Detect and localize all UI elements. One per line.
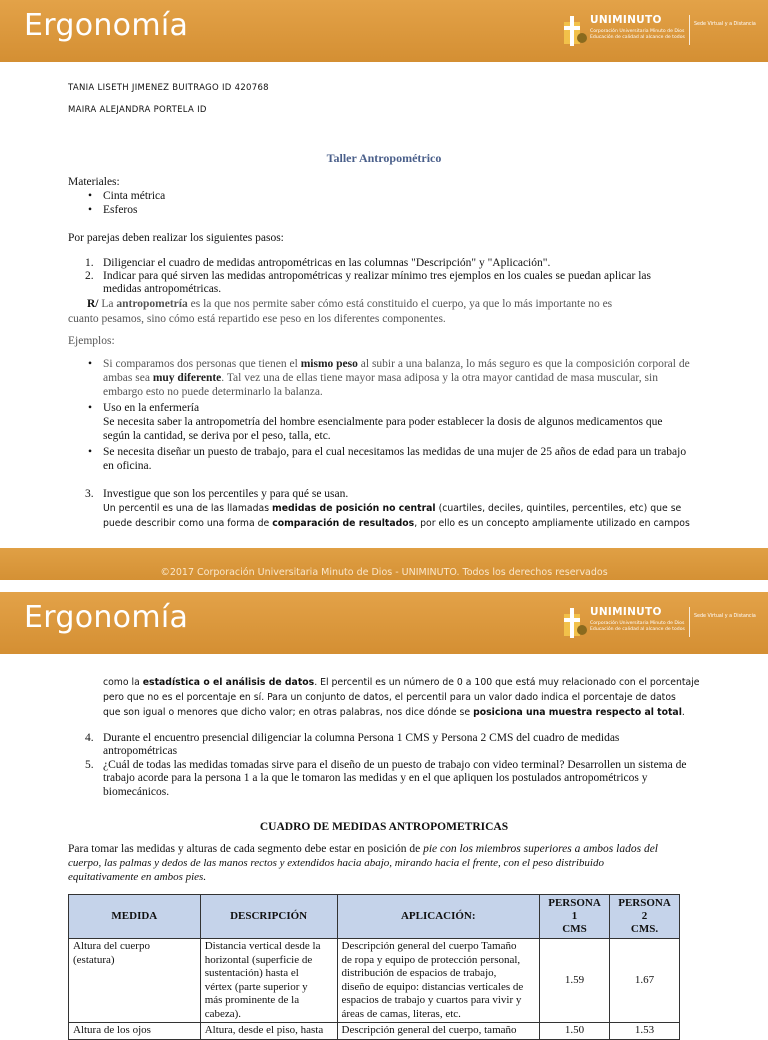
cell-medida: Altura del cuerpo (estatura) [69,939,201,1023]
example-3-line-1: • Se necesita diseñar un puesto de trabajo, para el cual necesitamos las medidas de una mujer de 25 años de edad para un trabajo [88,446,687,458]
page-gap [0,580,768,592]
list-item: • Cinta métrica [88,190,166,202]
step-3-line-2: puede describir como una forma de comparación de resultados, por ello es un concepto ampliamente utilizado en campos [103,518,690,529]
logo-line1: Corporación Universitaria Minuto de Dios [590,621,685,626]
example-1-line-2: ambas sea muy diferente. Tal vez una de ellas tiene mayor masa adiposa y la otra mayor cantidad de masa muscular, sin [103,372,658,384]
answer-line-2: cuanto pesamos, sino cómo está repartido ese peso en los diferentes componentes. [68,313,446,325]
cell-persona-2: 1.53 [610,1023,680,1040]
anthropometric-table [68,894,680,1040]
step-4: 4. Durante el encuentro presencial diligenciar la columna Persona 1 CMS y Persona 2 CMS del cuadro de medidas [85,732,620,744]
table-row [69,1023,680,1040]
step-2: 2. Indicar para qué sirven las medidas antropométricas y realizar mínimo tres ejemplos en los cuales se puedan aplicar las [85,270,651,282]
uniminuto-emblem-icon [562,14,588,48]
example-2-line-1: Se necesita saber la antropometría del hombre esencialmente para poder establecer la dosis de algunos medicamentos que [103,416,663,428]
step-4-cont: antropométricas [103,745,178,757]
percentile-line-3: que son igual o menores que dicho valor; en otras palabras, nos dice dónde se posiciona una muestra respecto al total. [103,707,685,718]
table-row [69,939,680,1023]
logo-brand: UNIMINUTO [590,606,662,618]
example-3-line-2: en oficina. [103,460,152,472]
author-1: TANIA LISETH JIMENEZ BUITRAGO ID 420768 [68,83,269,93]
step-5: 5. ¿Cuál de todas las medidas tomadas sirve para el diseño de un puesto de trabajo con video terminal? Desarrollen un sistema de [85,759,687,771]
doc-title: Taller Antropométrico [326,151,442,165]
logo-line2: Educación de calidad al alcance de todos [590,627,685,632]
author-2: MAIRA ALEJANDRA PORTELA ID [68,105,207,115]
uniminuto-emblem-icon [562,606,588,640]
example-2-title: • Uso en la enfermería [88,402,200,414]
percentile-line-2: pero que no es el porcentaje en sí. Para un conjunto de datos, el percentil para un valor dado indica el porcentaje de datos [103,692,676,703]
uniminuto-logo [556,12,766,52]
logo-sede: Sede Virtual y a Distancia [694,614,756,619]
uniminuto-logo [556,604,766,644]
step-5-cont-1: trabajo acorde para la persona 1 a la que le tomaron las medidas y en el que apliquen los postulados antropométricos y [103,772,648,784]
step-3: 3. Investigue que son los percentiles y para qué se usan. [85,488,349,500]
cuadro-title: CUADRO DE MEDIDAS ANTROPOMETRICAS [259,821,509,833]
instructions-line-3: equitativamente en ambos pies. [68,871,207,883]
course-title: Ergonomía [24,600,189,635]
example-2-line-2: según la cantidad, se deriva por el peso, talla, etc. [103,430,331,442]
step-1: 1. Diligenciar el cuadro de medidas antropométricas en las columnas "Descripción" y "Aplicación". [85,257,551,269]
cell-aplicacion: Descripción general del cuerpo, tamaño [337,1023,540,1040]
logo-line1: Corporación Universitaria Minuto de Dios [590,29,685,34]
examples-label: Ejemplos: [68,335,115,347]
header-persona-2: PERSONA 2 CMS. [610,895,680,939]
example-1-line-3: embargo esto no puede determinarlo la balanza. [103,386,323,398]
example-1-line-1: • Si comparamos dos personas que tienen el mismo peso al subir a una balanza, lo más seguro es que la composición corporal de [88,358,690,370]
cell-descripcion: Altura, desde el piso, hasta [200,1023,337,1040]
header-medida: MEDIDA [69,895,201,939]
copyright-text: ©2017 Corporación Universitaria Minuto de Dios - UNIMINUTO. Todos los derechos reservados [160,567,608,578]
logo-divider [689,607,690,637]
logo-sede: Sede Virtual y a Distancia [694,22,756,27]
cell-medida: Altura de los ojos [69,1023,201,1040]
header-band-page-2 [0,592,768,654]
materials-label: Materiales: [68,176,120,188]
cell-persona-1: 1.50 [540,1023,610,1040]
cell-descripcion: Distancia vertical desde la horizontal (superficie de sustentación) hasta el vértex (parte superior y más prominente de la cabeza). [200,939,337,1023]
list-item: • Esferos [88,204,138,216]
intro-text: Por parejas deben realizar los siguientes pasos: [68,232,284,244]
instructions-line-2: cuerpo, las palmas y dedos de las manos rectos y extendidos hacia abajo, mirando hacia el frente, con el peso distribuido [68,857,604,869]
percentile-line-1: como la estadística o el análisis de datos. El percentil es un número de 0 a 100 que está muy relacionado con el porcentaje [103,677,700,688]
cell-persona-2: 1.67 [610,939,680,1023]
header-persona-1: PERSONA 1 CMS [540,895,610,939]
step-3-line-1: Un percentil es una de las llamadas medidas de posición no central (cuartiles, deciles, quintiles, percentiles, etc) que se [103,503,682,514]
logo-line2: Educación de calidad al alcance de todos [590,35,685,40]
header-band [0,0,768,62]
step-5-cont-2: biomecánicos. [103,786,170,798]
logo-divider [689,15,690,45]
header-descripcion: DESCRIPCIÓN [200,895,337,939]
logo-brand: UNIMINUTO [590,14,662,26]
course-title: Ergonomía [24,8,189,43]
header-aplicacion: APLICACIÓN: [337,895,540,939]
answer-line-1: R/ La antropometría es la que nos permite saber cómo está constituido el cuerpo, ya que lo más importante no es [87,298,613,310]
step-2-cont: medidas antropométricas. [103,283,222,295]
cell-aplicacion: Descripción general del cuerpo Tamaño de ropa y equipo de protección personal, distribución de espacios de trabajo, diseño de equipo: distancias verticales de espacios de trabajo y cuartos para vivir y áreas de camas, literas, etc. [337,939,540,1023]
cell-persona-1: 1.59 [540,939,610,1023]
materials-list [88,190,166,218]
instructions-line-1: Para tomar las medidas y alturas de cada segmento debe estar en posición de pie con los miembros superiores a ambos lados del [68,843,658,855]
table-header-row [69,895,680,939]
